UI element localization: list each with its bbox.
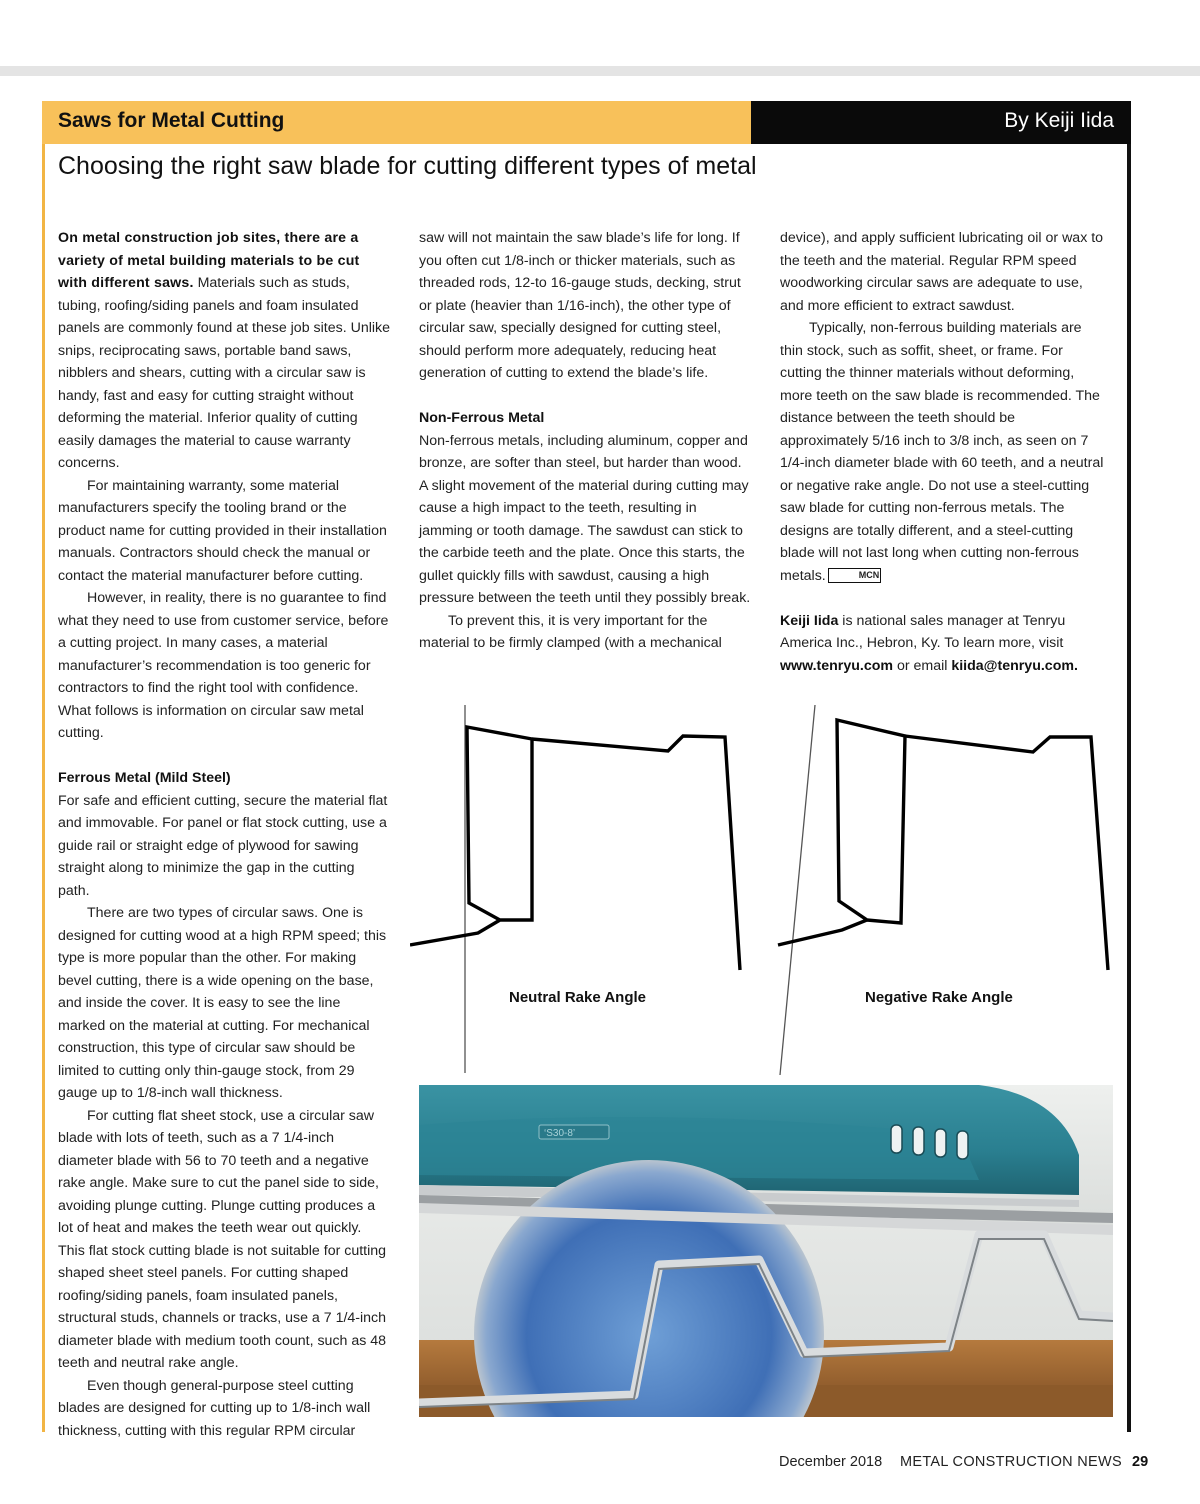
paragraph: However, in reality, there is no guarantee to find what they need to use from customer service, before a cutting project. In many cases, a material manufacturer’s recommendation is too generic for contractors to find the right tool with confidence. What follows is information on circular saw metal cutting. — [58, 590, 389, 741]
neutral-rake-tooth-drawing — [410, 700, 750, 1090]
saw-model-stamp: ‘S30-8’ — [544, 1128, 576, 1139]
mcn-end-mark-icon: MCN — [828, 568, 882, 583]
paragraph: device), and apply sufficient lubricating oil or wax to the teeth and the material. Regular RPM speed woodworking circular saws are adequate to use, and more efficient to extract sawdust. — [780, 230, 1104, 314]
bio-text: or email — [893, 657, 952, 674]
page-number: 29 — [1132, 1454, 1149, 1470]
neutral-rake-diagram — [410, 700, 750, 1090]
paragraph: There are two types of circular saws. One is designed for cutting wood at a high RPM speed; this type is more popular than the other. For making bevel cutting, there is a wide opening on the base, and inside the cover. It is easy to see the line marked on the material at cutting. For mechanical construction, this type of circular saw should be limited to cutting only thin-gauge stock, from 29 gauge up to 1/8-inch wall thickness. — [58, 905, 387, 1101]
email-link[interactable]: kiida@tenryu.com. — [951, 657, 1078, 674]
paragraph: Even though general-purpose steel cutting blades are designed for cutting up to 1/8-inch wall thickness, cutting with this regular RPM circular — [58, 1377, 371, 1439]
neutral-rake-label: Neutral Rake Angle — [509, 989, 646, 1006]
website-link[interactable]: www.tenryu.com — [780, 657, 893, 674]
article-column-1 — [58, 227, 390, 1442]
saw-cutting-photo — [419, 1085, 1113, 1417]
footer-date: December 2018 — [779, 1454, 883, 1470]
article-column-2 — [419, 227, 753, 655]
paragraph: For maintaining warranty, some material manufacturers specify the tooling brand or the product name for cutting provided in their installation manuals. Contractors should check the manual or contact the material manufacturer before cutting. — [58, 477, 387, 584]
paragraph: Non-ferrous metals, including aluminum, copper and bronze, are softer than steel, but harder than wood. A slight movement of the material during cutting may cause a high impact to the teeth, resulting in jamming or tooth damage. The sawdust can stick to the carbide teeth and the plate. Once this starts, the gullet quickly fills with sawdust, causing a high pressure between the teeth until they possibly break. — [419, 432, 751, 606]
subheading-non-ferrous: Non-Ferrous Metal — [419, 410, 545, 426]
lead-text: On metal construction job sites, there are a variety of metal building materials to be cut with different saws. — [58, 230, 360, 291]
paragraph: For safe and efficient cutting, secure the material flat and immovable. For panel or flat stock cutting, use a guide rail or straight edge of plywood for sawing straight along to minimize the gap in the cutting path. — [58, 792, 388, 899]
article-column-3 — [780, 227, 1106, 677]
left-frame-rule — [42, 101, 45, 1432]
right-frame-rule — [1127, 101, 1131, 1432]
subheading-ferrous: Ferrous Metal (Mild Steel) — [58, 770, 231, 786]
byline: By Keiji Iida — [1004, 109, 1114, 132]
negative-rake-diagram — [775, 700, 1115, 1090]
paragraph: For cutting flat sheet stock, use a circular saw blade with lots of teeth, such as a 7 1/4-inch diameter blade with 56 to 70 teeth and a negative rake angle. Make sure to cut the panel side to side, avoiding plunge cutting. Plunge cutting produces a lot of heat and makes the teeth wear out quickly. This flat stock cutting blade is not suitable for cutting shaped sheet steel panels. For cutting shaped roofing/siding panels, foam insulated panels, structural studs, channels or tracks, use a 7 1/4-inch diameter blade with medium tooth count, such as 48 teeth and neutral rake angle. — [58, 1107, 387, 1371]
paragraph — [780, 317, 1106, 587]
paragraph-text: Materials such as studs, tubing, roofing/siding panels and foam insulated panels are commonly found at these job sites. Unlike snips, reciprocating saws, portable band saws, nibblers and shears, cutting with a circular saw is handy, fast and easy for cutting straight without deforming the material. Inferior quality of cutting easily damages the material to cause warranty concerns. — [58, 275, 391, 471]
paragraph: saw will not maintain the saw blade’s life for long. If you often cut 1/8-inch or thicker materials, such as threaded rods, 12-to 16-gauge studs, decking, strut or plate (heavier than 1/16-inch), the other type of circular saw, specially designed for cutting steel, should perform more adequately, reducing heat generation of cutting to extend the blade’s life. — [419, 230, 741, 381]
negative-rake-tooth-drawing — [775, 700, 1115, 1090]
article-headline: Choosing the right saw blade for cutting different types of metal — [58, 152, 757, 180]
footer-magazine-name: METAL CONSTRUCTION NEWS — [900, 1454, 1122, 1470]
section-title: Saws for Metal Cutting — [58, 109, 285, 132]
bio-text: is national sales manager at Tenryu America Inc., Hebron, Ky. To learn more, visit — [780, 612, 1066, 651]
author-bio — [780, 610, 1106, 678]
saw-cutting-photo-illustration — [419, 1085, 1113, 1417]
paragraph — [58, 227, 390, 475]
paragraph: To prevent this, it is very important for the material to be firmly clamped (with a mechanical — [419, 612, 722, 651]
author-name: Keiji Iida — [780, 612, 839, 629]
negative-rake-label: Negative Rake Angle — [865, 989, 1013, 1006]
paragraph-text: Typically, non-ferrous building materials are thin stock, such as soffit, sheet, or frame. For cutting the thinner materials without deforming, more teeth on the saw blade is recommended. The distance between the teeth should be approximately 5/16 inch to 3/8 inch, as seen on 7 1/4-inch diameter blade with 60 teeth, and a neutral or negative rake angle. Do not use a steel-cutting saw blade for cutting non-ferrous metals. The designs are totally different, and a steel-cutting blade will not last long when cutting non-ferrous metals. — [780, 320, 1104, 584]
top-gray-bar — [0, 66, 1200, 76]
